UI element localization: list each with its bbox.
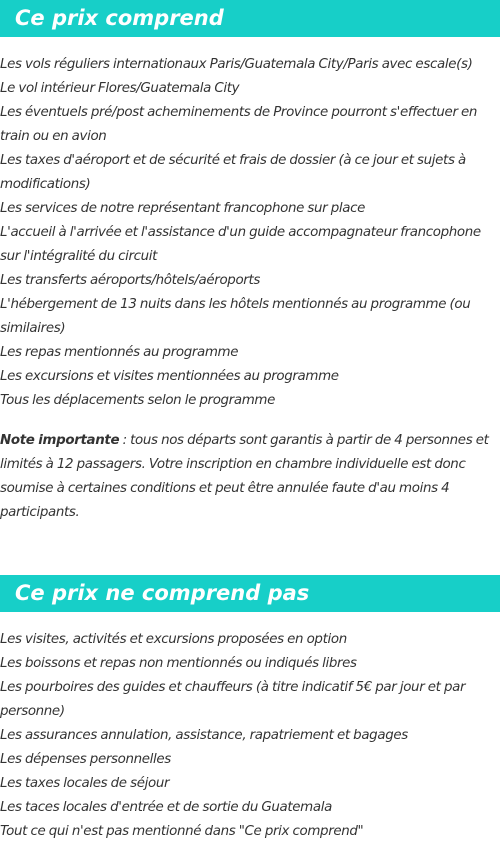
list-item: Les visites, activités et excursions proposées en option [0, 632, 347, 647]
list-item: Les dépenses personnelles [0, 752, 171, 767]
list-item: Les excursions et visites mentionnées au programme [0, 369, 339, 384]
important-note [0, 429, 500, 525]
list-item: Les éventuels pré/post acheminements de Province pourront s'effectuer en train ou en avion [0, 105, 478, 144]
list-item: Les boissons et repas non mentionnés ou indiqués libres [0, 656, 357, 671]
list-item: Les repas mentionnés au programme [0, 345, 239, 360]
note-text: : tous nos départs sont garantis à partir de 4 personnes et limités à 12 passagers. Votre inscription en chambre individuelle est donc soumise à certaines conditions et peut être annulée faute d'au moins 4 participants. [0, 433, 489, 520]
list-item: Le vol intérieur Flores/Guatemala City [0, 81, 240, 96]
included-list [0, 53, 500, 413]
list-item: L'hébergement de 13 nuits dans les hôtels mentionnés au programme (ou similaires) [0, 297, 471, 336]
included-section-title: Ce prix comprend [0, 0, 500, 37]
list-item: Tous les déplacements selon le programme [0, 393, 275, 408]
excluded-list [0, 628, 500, 844]
list-item: Les assurances annulation, assistance, rapatriement et bagages [0, 728, 408, 743]
note-label: Note importante [0, 433, 120, 448]
list-item: Les pourboires des guides et chauffeurs (à titre indicatif 5€ par jour et par personne) [0, 680, 466, 719]
excluded-section-title: Ce prix ne comprend pas [0, 575, 500, 612]
list-item: Les transferts aéroports/hôtels/aéroports [0, 273, 260, 288]
list-item: Les taxes locales de séjour [0, 776, 170, 791]
list-item: Les vols réguliers internationaux Paris/Guatemala City/Paris avec escale(s) [0, 57, 473, 72]
list-item: Les services de notre représentant francophone sur place [0, 201, 365, 216]
list-item: Les taxes d'aéroport et de sécurité et frais de dossier (à ce jour et sujets à modifications) [0, 153, 466, 192]
list-item: L'accueil à l'arrivée et l'assistance d'un guide accompagnateur francophone sur l'intégralité du circuit [0, 225, 481, 264]
list-item: Tout ce qui n'est pas mentionné dans "Ce prix comprend" [0, 824, 364, 839]
list-item: Les taces locales d'entrée et de sortie du Guatemala [0, 800, 332, 815]
